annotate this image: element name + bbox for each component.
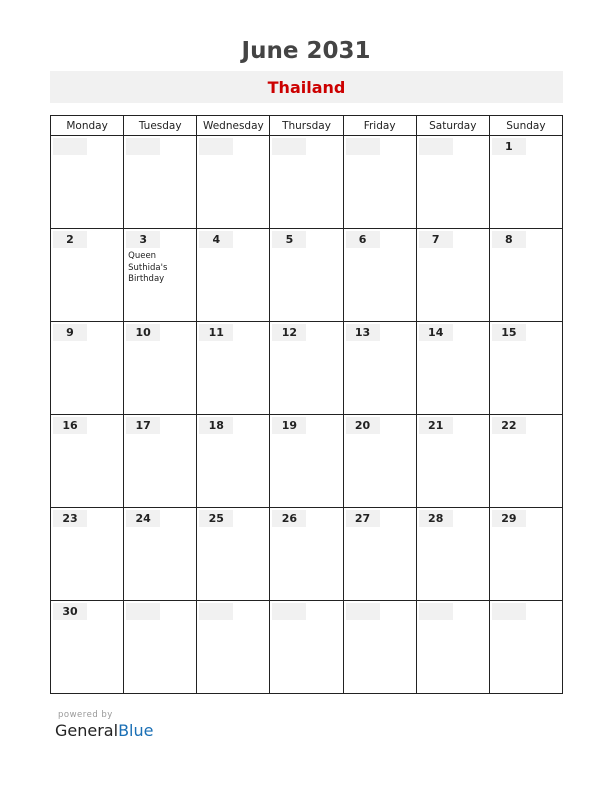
day-cell (416, 415, 489, 508)
day-cell (197, 229, 270, 322)
day-cell (489, 136, 562, 229)
day-number: 8 (505, 233, 513, 246)
day-cell (489, 508, 562, 601)
day-number: 7 (431, 233, 440, 246)
day-number: 5 (285, 233, 294, 246)
day-number: 4 (212, 233, 221, 246)
day-badge (53, 138, 87, 155)
day-cell (51, 415, 124, 508)
day-badge (126, 138, 160, 155)
day-cell (489, 322, 562, 415)
weekday-header: Monday (51, 116, 124, 136)
day-cell (124, 136, 197, 229)
weekday-header-row (51, 116, 563, 136)
day-number: 24 (135, 512, 151, 525)
day-number: 10 (135, 326, 151, 339)
day-number: 26 (281, 512, 298, 525)
holiday-line: Queen (128, 251, 157, 261)
day-number: 22 (501, 419, 517, 432)
week-row (51, 415, 563, 508)
weekday-header: Wednesday (197, 116, 270, 136)
day-number: 6 (358, 233, 367, 246)
day-cell (270, 229, 343, 322)
day-cell (51, 229, 124, 322)
day-number: 16 (62, 419, 78, 432)
day-cell (124, 322, 197, 415)
calendar-title: June 2031 (241, 38, 371, 64)
day-cell (416, 508, 489, 601)
weekday-header: Tuesday (124, 116, 197, 136)
day-cell (416, 136, 489, 229)
day-number: 17 (135, 419, 151, 432)
day-number: 21 (428, 419, 444, 432)
day-number: 14 (428, 326, 444, 339)
week-row (51, 136, 563, 229)
day-number: 19 (281, 419, 298, 432)
day-cell (343, 322, 416, 415)
day-cell (124, 601, 197, 694)
day-cell (270, 508, 343, 601)
day-cell (270, 136, 343, 229)
day-badge (272, 603, 306, 620)
day-badge (199, 138, 233, 155)
day-cell (270, 601, 343, 694)
day-cell (343, 601, 416, 694)
day-cell (124, 508, 197, 601)
weekday-header: Friday (343, 116, 416, 136)
day-number: 2 (66, 233, 74, 246)
day-number: 13 (354, 326, 371, 339)
day-cell (124, 415, 197, 508)
day-badge (492, 603, 526, 620)
day-number: 29 (501, 512, 517, 525)
day-number: 25 (208, 512, 224, 525)
day-cell (343, 508, 416, 601)
day-number: 1 (505, 140, 513, 153)
day-cell (416, 229, 489, 322)
day-number: 28 (428, 512, 444, 525)
day-number: 3 (139, 233, 147, 246)
day-cell (197, 601, 270, 694)
day-badge (346, 138, 380, 155)
day-cell (124, 229, 197, 322)
day-cell (343, 229, 416, 322)
day-number: 18 (208, 419, 224, 432)
day-badge (346, 603, 380, 620)
weekday-header: Saturday (416, 116, 489, 136)
day-number: 9 (66, 326, 74, 339)
day-cell (51, 136, 124, 229)
day-cell (270, 322, 343, 415)
day-number: 27 (354, 512, 371, 525)
day-badge (419, 138, 453, 155)
day-cell (51, 601, 124, 694)
holiday-label (128, 251, 192, 286)
week-row (51, 229, 563, 322)
day-cell (416, 322, 489, 415)
day-badge (272, 138, 306, 155)
day-cell (343, 415, 416, 508)
day-cell (489, 229, 562, 322)
day-number: 30 (62, 605, 78, 618)
day-cell (197, 415, 270, 508)
holiday-line: Birthday (128, 274, 165, 284)
week-row (51, 322, 563, 415)
day-number: 12 (281, 326, 298, 339)
day-badge (126, 603, 160, 620)
country-band (50, 71, 563, 103)
week-row (51, 508, 563, 601)
brand-general-text: General (55, 721, 119, 740)
day-number: 23 (62, 512, 78, 525)
week-row (51, 601, 563, 694)
day-cell (197, 508, 270, 601)
day-cell (270, 415, 343, 508)
weekday-header: Thursday (270, 116, 343, 136)
day-cell (416, 601, 489, 694)
day-cell (489, 601, 562, 694)
brand-blue-text: Blue (118, 721, 154, 740)
brand-logo[interactable] (55, 721, 153, 740)
day-badge (419, 603, 453, 620)
country-name: Thailand (267, 78, 346, 97)
day-number: 11 (208, 326, 224, 339)
day-badge (199, 603, 233, 620)
day-number: 20 (354, 419, 371, 432)
day-cell (197, 322, 270, 415)
day-cell (51, 322, 124, 415)
holiday-line: Suthida's (128, 262, 168, 273)
powered-by-label: powered by (58, 710, 113, 720)
day-cell (51, 508, 124, 601)
day-cell (489, 415, 562, 508)
day-cell (197, 136, 270, 229)
weekday-header: Sunday (489, 116, 562, 136)
calendar-grid (50, 115, 563, 694)
day-number: 15 (501, 326, 517, 339)
day-cell (343, 136, 416, 229)
